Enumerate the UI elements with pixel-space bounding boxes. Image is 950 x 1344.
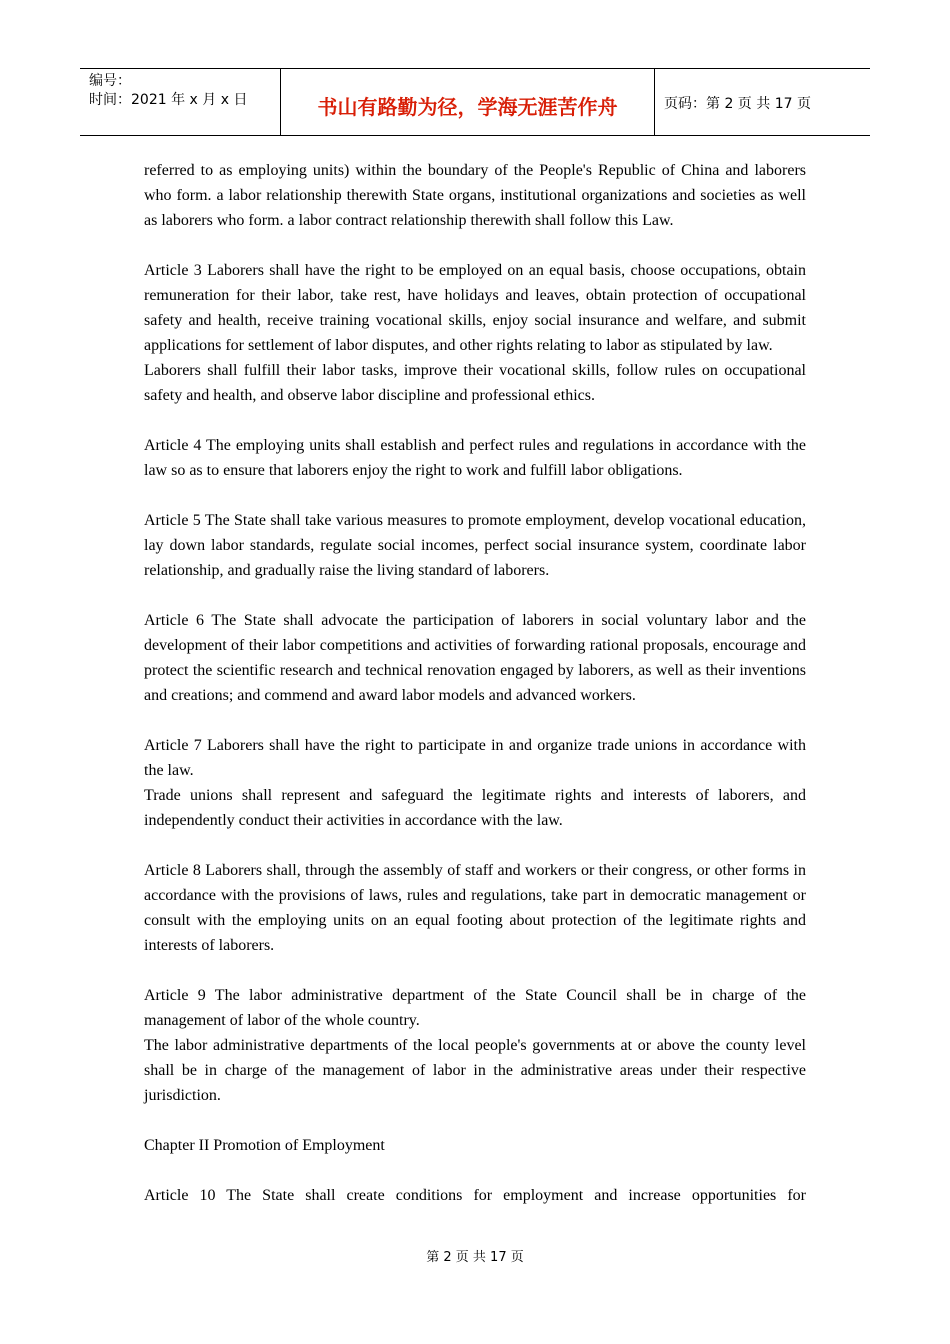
paragraph-article-5: Article 5 The State shall take various measures to promote employment, develop vocational education, lay down labor standards, regulate social incomes, perfect social insurance system, coordinate labor relationship, and gradually raise the living standard of laborers. (144, 512, 806, 579)
paragraph: Laborers shall fulfill their labor tasks, improve their vocational skills, follow rules on occupational safety and health, and observe labor discipline and professional ethics. (144, 362, 806, 404)
paragraph-article-8: Article 8 Laborers shall, through the assembly of staff and workers or their congress, or other forms in accordance with the provisions of laws, rules and regulations, take part in democratic management or consult with the employing units on an equal footing about protection of the legitimate rights and interests of laborers. (144, 862, 806, 954)
header-meta-cell (80, 69, 281, 135)
motto: 书山有路勤为径，学海无涯苦作舟 (317, 95, 618, 119)
header-motto-cell (281, 69, 655, 135)
header-page-cell (655, 69, 870, 135)
paragraph-article-4: Article 4 The employing units shall establish and perfect rules and regulations in accordance with the law so as to ensure that laborers enjoy the right to work and fulfill labor obligations. (144, 437, 806, 479)
paragraph-article-7: Article 7 Laborers shall have the right to participate in and organize trade unions in accordance with the law. (144, 737, 806, 779)
time-label: 时间：2021 年 x 月 x 日 (89, 92, 248, 108)
page-info: 页码：第 2 页 共 17 页 (664, 96, 811, 112)
serial-label: 编号： (89, 73, 131, 89)
paragraph-article-3: Article 3 Laborers shall have the right to be employed on an equal basis, choose occupations, obtain remuneration for their labor, take rest, have holidays and leaves, obtain protection of occupational safety and health, receive training vocational skills, enjoy social insurance and welfare, and submit applications for settlement of labor disputes, and other rights relating to labor as stipulated by law. (144, 262, 806, 354)
paragraph: The labor administrative departments of the local people's governments at or above the county level shall be in charge of the management of labor in the administrative areas under their respective jurisdiction. (144, 1037, 806, 1104)
page-footer: 第 2 页 共 17 页 (426, 1250, 524, 1265)
document-body (144, 158, 806, 1208)
paragraph-article-10: Article 10 The State shall create conditions for employment and increase opportunities for (144, 1187, 806, 1204)
paragraph-article-9: Article 9 The labor administrative department of the State Council shall be in charge of the management of labor of the whole country. (144, 987, 806, 1029)
header-table (80, 68, 870, 136)
chapter-heading: Chapter II Promotion of Employment (144, 1137, 385, 1154)
paragraph: Trade unions shall represent and safeguard the legitimate rights and interests of laborers, and independently conduct their activities in accordance with the law. (144, 787, 806, 829)
paragraph-article-6: Article 6 The State shall advocate the participation of laborers in social voluntary labor and the development of their labor competitions and activities of forwarding rational proposals, encourage and protect the scientific research and technical renovation engaged by laborers, as well as their inventions and creations; and commend and award labor models and advanced workers. (144, 612, 806, 704)
paragraph: referred to as employing units) within the boundary of the People's Republic of China and laborers who form. a labor relationship therewith State organs, institutional organizations and societies as well as laborers who form. a labor contract relationship therewith shall follow this Law. (144, 162, 806, 229)
